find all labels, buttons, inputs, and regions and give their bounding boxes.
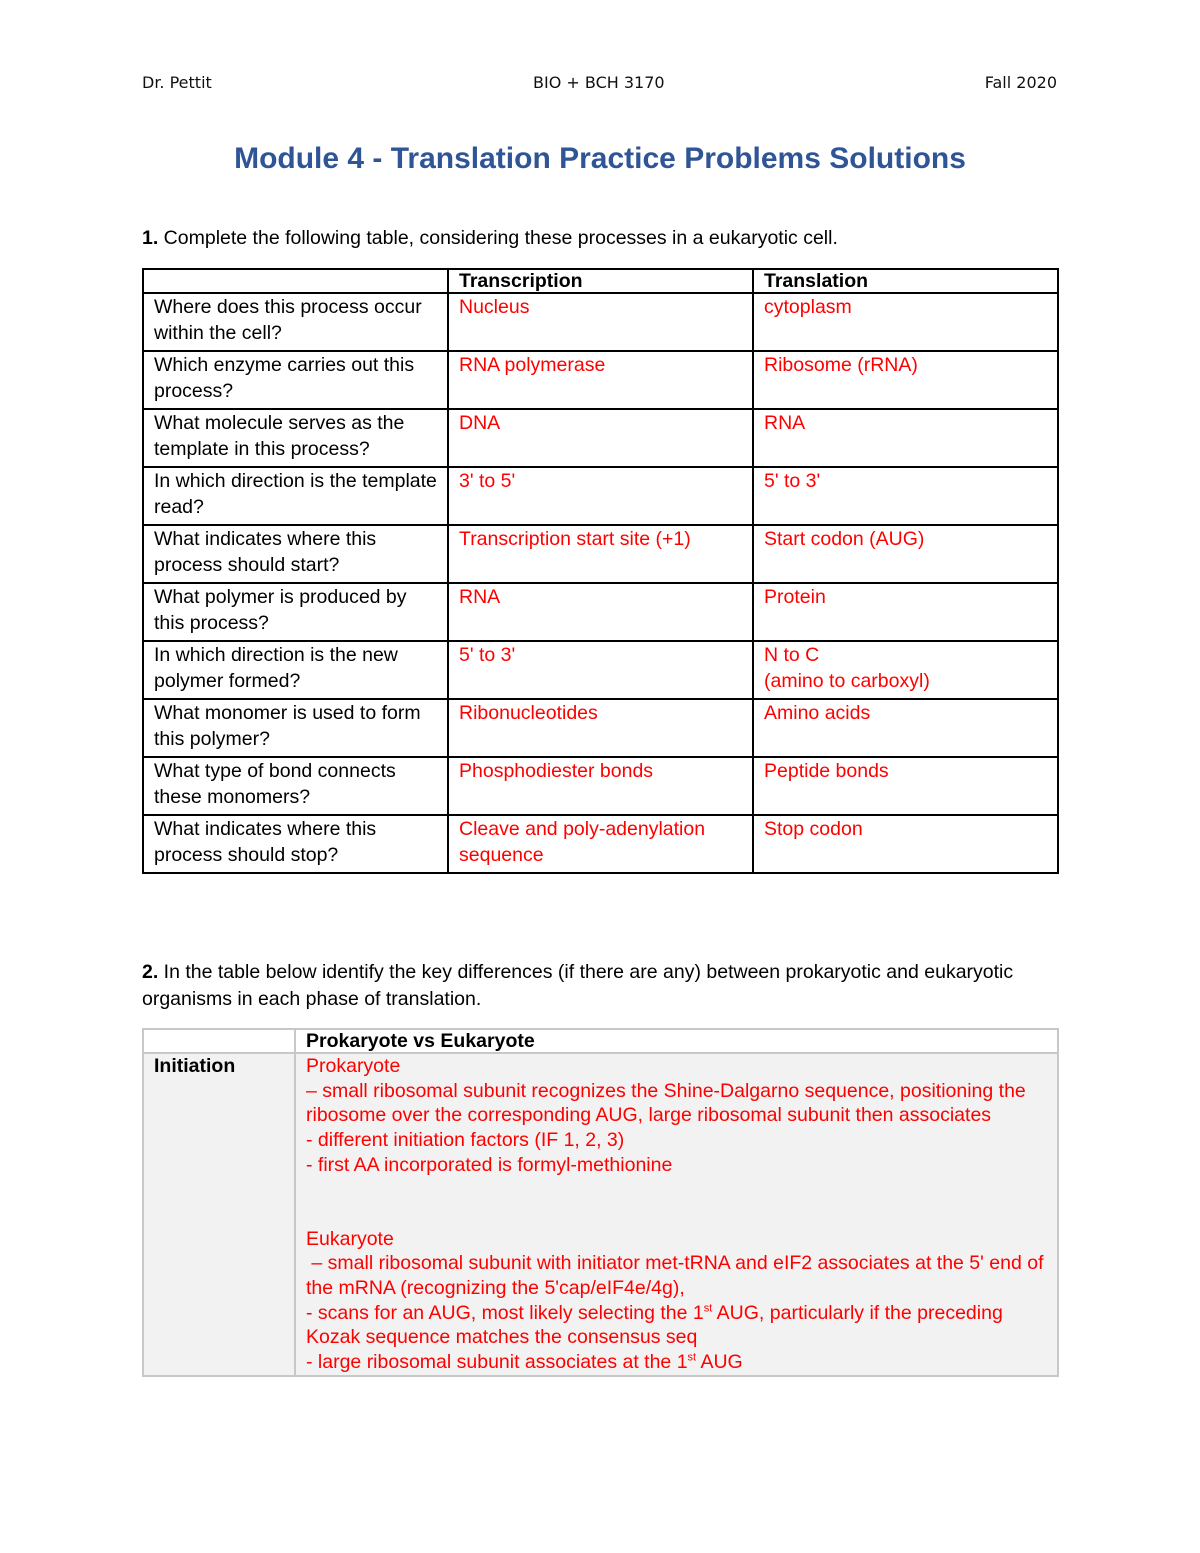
table-row (143, 641, 1058, 699)
transcription-answer: RNA (448, 583, 753, 641)
question-1 (142, 225, 1042, 252)
header-term: Fall 2020 (984, 73, 1057, 92)
translation-answer: Amino acids (753, 699, 1058, 757)
question-cell: In which direction is the new polymer formed? (143, 641, 448, 699)
text: - scans for an AUG, most likely selecting the 1 (306, 1301, 704, 1324)
page-title: Module 4 - Translation Practice Problems Solutions (234, 142, 966, 175)
table-row (143, 467, 1058, 525)
transcription-answer: RNA polymerase (448, 351, 753, 409)
translation-answer: Protein (753, 583, 1058, 641)
initiation-differences (295, 1053, 1058, 1376)
question-cell: In which direction is the template read? (143, 467, 448, 525)
question-cell: What indicates where this process should stop? (143, 815, 448, 873)
text: AUG, particularly if the preceding Kozak sequence matches the consensus seq (306, 1301, 1003, 1349)
question-cell: What indicates where this process should start? (143, 525, 448, 583)
translation-answer: Ribosome (rRNA) (753, 351, 1058, 409)
eukaryote-title: Eukaryote (306, 1227, 394, 1250)
phase-label: Initiation (143, 1053, 295, 1376)
table-row (143, 815, 1058, 873)
table-header-row (143, 269, 1058, 293)
question-number: 2. (142, 961, 159, 983)
question-cell: What type of bond connects these monomers? (143, 757, 448, 815)
table-row (143, 293, 1058, 351)
table-row (143, 525, 1058, 583)
table-header-row (143, 1029, 1058, 1053)
question-cell: What molecule serves as the template in this process? (143, 409, 448, 467)
answer-line: (amino to carboxyl) (764, 670, 930, 692)
prokaryote-line: - first AA incorporated is formyl-methionine (306, 1153, 673, 1176)
answer-line: N to C (764, 644, 820, 666)
table-row-initiation (143, 1053, 1058, 1376)
question-cell: What monomer is used to form this polymer? (143, 699, 448, 757)
prokaryote-eukaryote-table (142, 1028, 1059, 1377)
question-cell: Which enzyme carries out this process? (143, 351, 448, 409)
eukaryote-line (306, 1301, 1047, 1350)
question-cell: What polymer is produced by this process? (143, 583, 448, 641)
translation-answer: RNA (753, 409, 1058, 467)
question-text: In the table below identify the key differences (if there are any) between prokaryotic and eukaryotic organisms in each phase of translation. (142, 961, 1014, 1010)
prokaryote-line: - different initiation factors (IF 1, 2, 3) (306, 1129, 625, 1152)
transcription-answer: 5' to 3' (448, 641, 753, 699)
question-number: 1. (142, 227, 159, 249)
transcription-answer: Phosphodiester bonds (448, 757, 753, 815)
text: AUG (696, 1351, 743, 1374)
transcription-translation-table (142, 268, 1059, 874)
question-text: Complete the following table, considering these processes in a eukaryotic cell. (158, 227, 838, 249)
table-row (143, 699, 1058, 757)
transcription-answer: Nucleus (448, 293, 753, 351)
transcription-answer: Ribonucleotides (448, 699, 753, 757)
superscript: st (703, 1302, 713, 1315)
table-row (143, 351, 1058, 409)
translation-answer (753, 641, 1058, 699)
question-2 (142, 959, 1042, 1013)
header-blank (143, 1029, 295, 1053)
table-row (143, 757, 1058, 815)
transcription-answer: Transcription start site (+1) (448, 525, 753, 583)
prokaryote-line: – small ribosomal subunit recognizes the Shine-Dalgarno sequence, positioning the ribosome over the corresponding AUG, large ribosomal subunit then associates (306, 1079, 1026, 1127)
header-comparison: Prokaryote vs Eukaryote (295, 1029, 1058, 1053)
header-author: Dr. Pettit (142, 73, 212, 92)
transcription-answer: DNA (448, 409, 753, 467)
header-translation: Translation (753, 269, 1058, 293)
header-course: BIO + BCH 3170 (533, 73, 665, 92)
table-row (143, 409, 1058, 467)
translation-answer: Start codon (AUG) (753, 525, 1058, 583)
translation-answer: Stop codon (753, 815, 1058, 873)
superscript: st (687, 1351, 697, 1364)
translation-answer: cytoplasm (753, 293, 1058, 351)
table-row (143, 583, 1058, 641)
question-cell: Where does this process occur within the cell? (143, 293, 448, 351)
transcription-answer: Cleave and poly-adenylation sequence (448, 815, 753, 873)
eukaryote-line: – small ribosomal subunit with initiator met-tRNA and eIF2 associates at the 5' end of the mRNA (recognizing the 5'cap/eIF4e/4g), (306, 1252, 1049, 1299)
translation-answer: Peptide bonds (753, 757, 1058, 815)
eukaryote-line (306, 1350, 1047, 1375)
text: - large ribosomal subunit associates at the 1 (306, 1351, 688, 1374)
header-blank (143, 269, 448, 293)
header-transcription: Transcription (448, 269, 753, 293)
transcription-answer: 3' to 5' (448, 467, 753, 525)
translation-answer: 5' to 3' (753, 467, 1058, 525)
prokaryote-title: Prokaryote (306, 1055, 401, 1077)
